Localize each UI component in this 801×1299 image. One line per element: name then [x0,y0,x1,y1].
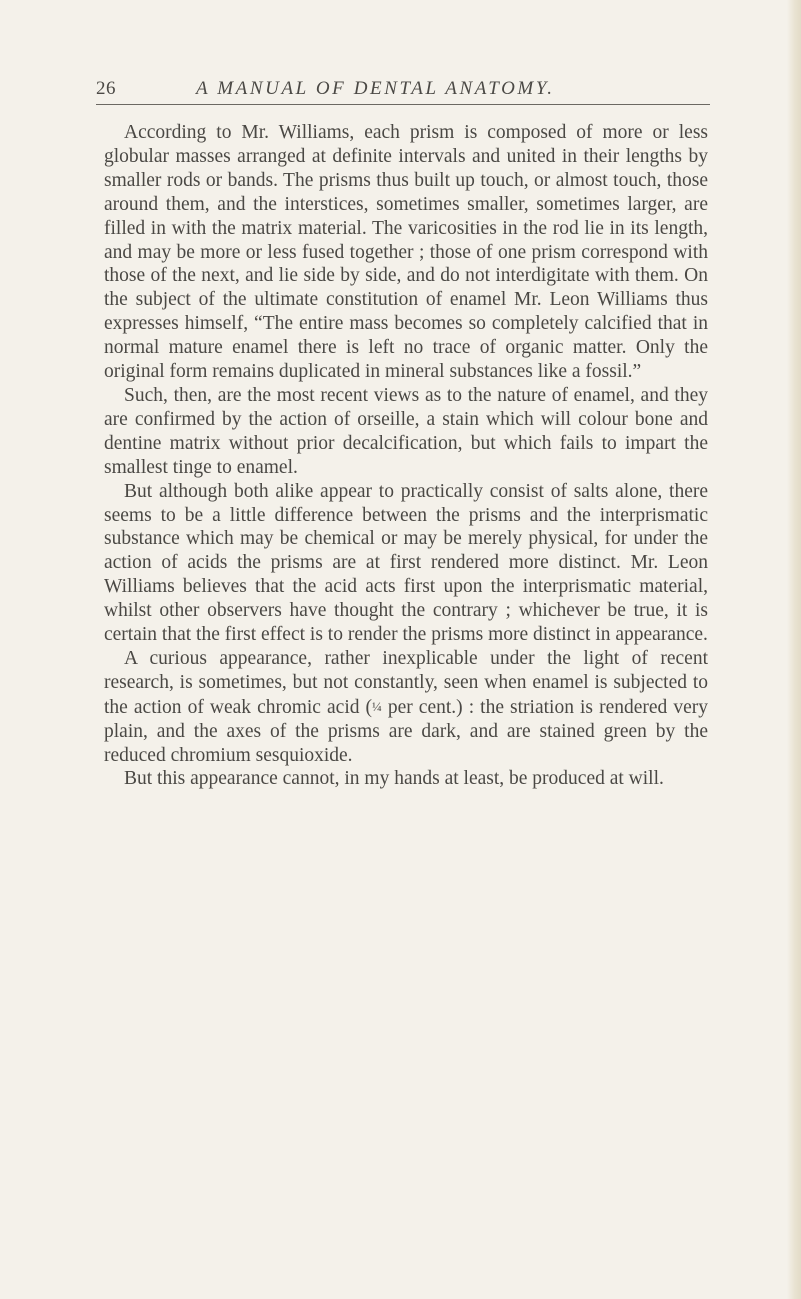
paragraph-prism-composition: According to Mr. Williams, each prism is composed of more or less globular masses arranged at definite intervals and united in their lengths by smaller rods or bands. The prisms thus built up touch, or almost touch, those around them, and the interstices, sometimes smaller, sometimes larger, are filled in with the matrix material. The varicosities in the rod lie in its length, and may be more or less fused together ; those of one prism correspond with those of the next, and lie side by side, and do not interdigitate with them. On the subject of the ultimate constitution of enamel Mr. Leon Williams thus expresses himself, “The entire mass becomes so completely calcified that in normal mature enamel there is left no trace of organic matter. Only the original form remains duplicated in mineral substances like a fossil.” [104,122,708,383]
chromic-acid-text-after: per cent.) : the striation is rendered very plain, and the axes of the prisms are dark, and are stained green by the reduced chromium sesquioxide. [104,696,708,766]
chromic-acid-text-before: A curious appearance, rather inexplicable under the light of recent research, is sometimes, but not constantly, seen when enamel is subjected to the action of weak chromic acid ( [104,647,708,718]
paragraph-chromic-acid [104,647,708,768]
paragraph-closing: But this appearance cannot, in my hands at least, be produced at will. [124,768,664,790]
paragraph-orseille-stain: Such, then, are the most recent views as to the nature of enamel, and they are confirmed by the action of orseille, a stain which will colour bone and dentine matrix without prior decalcification, but which fails to impart the smallest tinge to enamel. [104,384,708,478]
paragraph-acid-action: But although both alike appear to practically consist of salts alone, there seems to be a little difference between the prisms and the interprismatic substance which may be chemical or may be merely physical, for under the action of acids the prisms are at first rendered more distinct. Mr. Leon Williams believes that the acid acts first upon the interprismatic material, whilst other observers have thought the contrary ; whichever be true, it is certain that the first effect is to render the prisms more distinct in appearance. [104,480,708,646]
page-edge-shadow [787,0,801,1299]
body-text [104,121,708,791]
fraction-quarter: ¼ [372,698,382,714]
running-title: A MANUAL OF DENTAL ANATOMY. [196,78,555,99]
header-rule [96,104,710,105]
page-number: 26 [96,78,116,99]
running-head [96,78,708,106]
